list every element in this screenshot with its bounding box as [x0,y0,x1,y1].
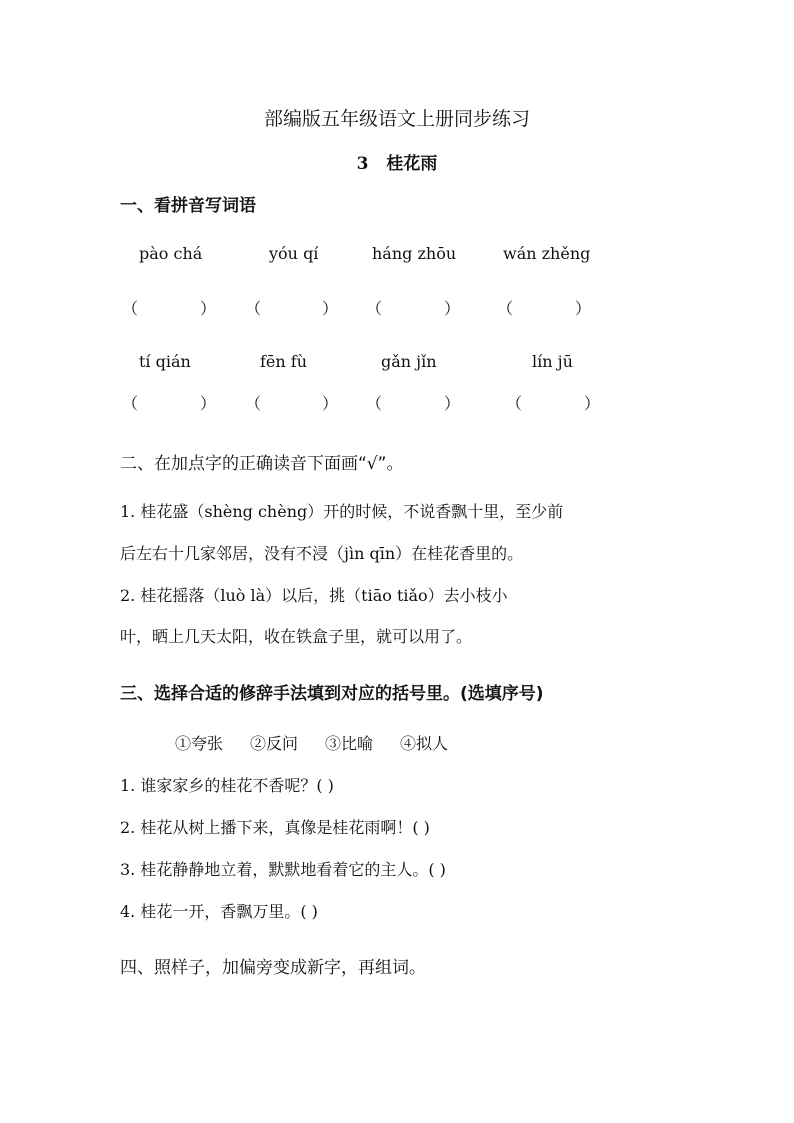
pinyin-item: fēn fù [260,352,308,371]
answer-bracket-left: （ [122,394,139,413]
question-line: 2. 桂花摇落（luò là）以后，挑（tiāo tiǎo）去小枝小 [120,586,508,605]
page-title: 部编版五年级语文上册同步练习 [263,108,530,130]
rhetoric-item: 4. 桂花一开，香飘万里。( ) [120,902,318,921]
question-line: 1. 桂花盛（shèng chèng）开的时候，不说香飘十里，至少前 [120,502,564,521]
pinyin-item: háng zhōu [372,244,457,263]
answer-bracket-right: ） [584,394,601,413]
lesson-title [0,149,794,174]
lesson-name: 桂花雨 [386,154,438,174]
rhetoric-option: ③比喻 [325,734,374,753]
rhetoric-option: ②反问 [250,734,299,753]
section-2-heading: 二、在加点字的正确读音下面画“√”。 [120,454,404,474]
pinyin-item: yóu qí [269,244,319,263]
lesson-number: 3 [356,154,369,174]
answer-bracket-left: （ [506,394,523,413]
question-line: 叶，晒上几天太阳，收在铁盒子里，就可以用了。 [120,627,473,646]
pinyin-item: gǎn jǐn [381,352,437,371]
answer-bracket-left: （ [245,299,262,318]
answer-bracket-right: ） [322,299,339,318]
section-4-heading: 四、照样子，加偏旁变成新字，再组词。 [120,958,426,978]
answer-bracket-left: （ [122,299,139,318]
pinyin-item: wán zhěng [503,244,591,263]
pinyin-item: pào chá [139,244,203,263]
answer-bracket-right: ） [200,394,217,413]
rhetoric-item: 2. 桂花从树上播下来，真像是桂花雨啊！( ) [120,818,430,837]
question-line: 后左右十几家邻居，没有不浸（jìn qīn）在桂花香里的。 [120,544,524,563]
section-3-heading: 三、选择合适的修辞手法填到对应的括号里。(选填序号) [120,684,544,704]
answer-bracket-right: ） [322,394,339,413]
section-1-heading: 一、看拼音写词语 [120,196,256,216]
rhetoric-option: ④拟人 [400,734,449,753]
answer-bracket-right: ） [444,394,461,413]
pinyin-item: tí qián [139,352,191,371]
rhetoric-item: 1. 谁家家乡的桂花不香呢？( ) [120,776,334,795]
answer-bracket-right: ） [444,299,461,318]
answer-bracket-right: ） [575,299,592,318]
answer-bracket-left: （ [366,394,383,413]
rhetoric-item: 3. 桂花静静地立着，默默地看着它的主人。( ) [120,860,446,879]
rhetoric-option: ①夸张 [175,734,224,753]
answer-bracket-right: ） [200,299,217,318]
pinyin-item: lín jū [532,352,573,371]
answer-bracket-left: （ [497,299,514,318]
answer-bracket-left: （ [245,394,262,413]
answer-bracket-left: （ [366,299,383,318]
